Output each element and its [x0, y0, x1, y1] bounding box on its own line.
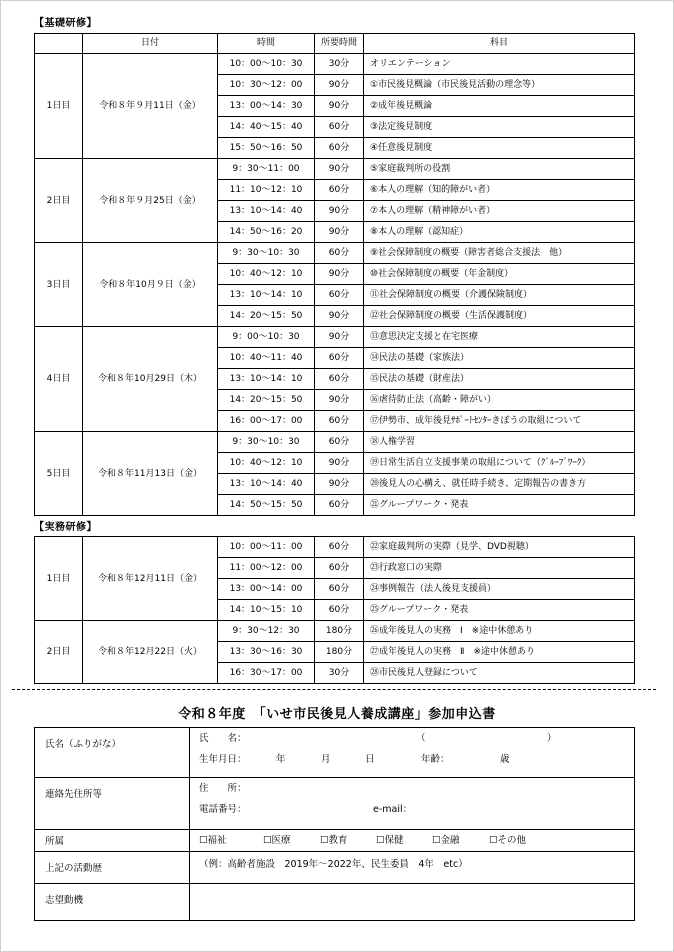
table-row — [35, 432, 635, 453]
time-cell: 9：30～11：00 — [218, 159, 315, 180]
table-row — [35, 327, 635, 348]
date-cell: 令和８年12月22日（火） — [83, 621, 218, 684]
duration-cell: 90分 — [315, 327, 364, 348]
affiliation-cell — [190, 830, 635, 852]
subject-cell: ②成年後見概論 — [364, 96, 635, 117]
duration-cell: 30分 — [315, 663, 364, 684]
day-number-cell: 2日目 — [35, 621, 83, 684]
email-label: e-mail： — [373, 804, 413, 815]
time-cell: 11：10～12：10 — [218, 180, 315, 201]
subject-cell: ⑪社会保障制度の概要（介護保険制度） — [364, 285, 635, 306]
subject-cell: ①市民後見概論（市民後見活動の理念等） — [364, 75, 635, 96]
birth-line[interactable] — [190, 749, 634, 770]
application-form — [34, 727, 635, 921]
duration-cell: 60分 — [315, 495, 364, 516]
cut-line — [12, 689, 656, 690]
time-cell: 14：50～15：50 — [218, 495, 315, 516]
subject-cell: ③法定後見制度 — [364, 117, 635, 138]
subject-cell: ⑤家庭裁判所の役割 — [364, 159, 635, 180]
subject-cell: ⑭民法の基礎（家族法） — [364, 348, 635, 369]
form-row-activity — [35, 852, 635, 884]
subject-cell: ⑮民法の基礎（財産法） — [364, 369, 635, 390]
affiliation-option[interactable] — [320, 830, 348, 851]
header-date: 日付 — [83, 34, 218, 54]
affiliation-option[interactable] — [263, 830, 291, 851]
subject-cell: ④任意後見制度 — [364, 138, 635, 159]
age-unit: 歳 — [500, 754, 510, 765]
form-row-motive — [35, 884, 635, 921]
table-header-row — [35, 34, 635, 54]
affiliation-label: 所属 — [35, 830, 190, 852]
duration-cell: 60分 — [315, 285, 364, 306]
time-cell: 10：40～12：10 — [218, 264, 315, 285]
time-cell: 13：00～14：00 — [218, 579, 315, 600]
subject-cell: オリエンテーション — [364, 54, 635, 75]
furigana-open-paren: （ — [416, 733, 426, 744]
time-cell: 10：00～10：30 — [218, 54, 315, 75]
year-unit: 年 — [276, 754, 286, 765]
time-cell: 11：00～12：00 — [218, 558, 315, 579]
practical-schedule-table — [34, 536, 635, 684]
duration-cell: 90分 — [315, 453, 364, 474]
name-label: 氏名（ふりがな） — [35, 728, 190, 778]
header-time: 時間 — [218, 34, 315, 54]
duration-cell: 90分 — [315, 306, 364, 327]
time-cell: 10：00～11：00 — [218, 537, 315, 558]
day-number-cell: 4日目 — [35, 327, 83, 432]
table-row — [35, 54, 635, 75]
subject-cell: ⑱人権学習 — [364, 432, 635, 453]
form-title: 令和８年度 「いせ市民後見人養成講座」参加申込書 — [178, 707, 496, 722]
duration-cell: 60分 — [315, 180, 364, 201]
date-cell: 令和８年11月13日（金） — [83, 432, 218, 516]
subject-cell: ⑦本人の理解（精神障がい者） — [364, 201, 635, 222]
duration-cell: 90分 — [315, 96, 364, 117]
date-cell: 令和８年10月９日（金） — [83, 243, 218, 327]
duration-cell: 60分 — [315, 579, 364, 600]
contact-label: 連絡先住所等 — [35, 778, 190, 830]
time-cell: 16：30～17：00 — [218, 663, 315, 684]
affiliation-option-label: 金融 — [440, 835, 460, 846]
affiliation-option-label: その他 — [497, 835, 527, 846]
time-cell: 13：10～14：40 — [218, 474, 315, 495]
duration-cell: 60分 — [315, 432, 364, 453]
time-cell: 15：50～16：50 — [218, 138, 315, 159]
table-row — [35, 537, 635, 558]
duration-cell: 180分 — [315, 642, 364, 663]
duration-cell: 60分 — [315, 411, 364, 432]
subject-cell: ㉘市民後見人登録について — [364, 663, 635, 684]
subject-cell: ⑫社会保障制度の概要（生活保護制度） — [364, 306, 635, 327]
date-cell: 令和８年10月29日（木） — [83, 327, 218, 432]
time-cell: 9：30～10：30 — [218, 432, 315, 453]
duration-cell: 60分 — [315, 600, 364, 621]
affiliation-option[interactable] — [376, 830, 404, 851]
activity-label: 上記の活動歴 — [35, 852, 190, 884]
date-cell: 令和８年９月25日（金） — [83, 159, 218, 243]
duration-cell: 60分 — [315, 243, 364, 264]
table-row — [35, 621, 635, 642]
address-label: 住 所： — [199, 783, 247, 794]
day-number-cell: 3日目 — [35, 243, 83, 327]
duration-cell: 90分 — [315, 474, 364, 495]
name-line[interactable] — [190, 728, 634, 749]
duration-cell: 90分 — [315, 390, 364, 411]
date-cell: 令和８年９月11日（金） — [83, 54, 218, 159]
subject-cell: ⑰伊勢市、成年後見ｻﾎﾟｰﾄｾﾝﾀｰきぼうの取組について — [364, 411, 635, 432]
address-line[interactable] — [190, 778, 634, 799]
subject-cell: ㉕グループワーク・発表 — [364, 600, 635, 621]
activity-example: （例：高齢者施設 2019年～2022年、民生委員 4年 etc） — [199, 859, 468, 870]
form-row-affiliation — [35, 830, 635, 852]
checkbox-icon[interactable]: ☐ — [489, 835, 498, 846]
time-cell: 14：20～15：50 — [218, 390, 315, 411]
phone-label: 電話番号： — [199, 804, 247, 815]
time-cell: 13：10～14：10 — [218, 285, 315, 306]
checkbox-icon[interactable]: ☐ — [263, 835, 272, 846]
motive-label: 志望動機 — [35, 884, 190, 921]
time-cell: 13：30～16：30 — [218, 642, 315, 663]
activity-cell[interactable] — [190, 852, 635, 884]
affiliation-option-label: 医療 — [271, 835, 291, 846]
subject-cell: ⑯虐待防止法（高齢・障がい） — [364, 390, 635, 411]
table-row — [35, 243, 635, 264]
duration-cell: 90分 — [315, 264, 364, 285]
duration-cell: 60分 — [315, 369, 364, 390]
name-cell — [190, 728, 635, 778]
day-number-cell: 2日目 — [35, 159, 83, 243]
contact-cell — [190, 778, 635, 830]
form-row-name — [35, 728, 635, 778]
duration-cell: 180分 — [315, 621, 364, 642]
duration-cell: 30分 — [315, 54, 364, 75]
day-number-cell: 5日目 — [35, 432, 83, 516]
time-cell: 10：40～11：40 — [218, 348, 315, 369]
time-cell: 13：10～14：40 — [218, 201, 315, 222]
affiliation-option-label: 教育 — [328, 835, 348, 846]
time-cell: 9：30～12：30 — [218, 621, 315, 642]
subject-cell: ⑥本人の理解（知的障がい者） — [364, 180, 635, 201]
affiliation-option[interactable] — [489, 830, 526, 851]
duration-cell: 90分 — [315, 159, 364, 180]
subject-cell: ⑧本人の理解（認知症） — [364, 222, 635, 243]
subject-cell: ㉓行政窓口の実際 — [364, 558, 635, 579]
subject-cell: ㉔事例報告（法人後見支援員） — [364, 579, 635, 600]
name-field-label: 氏 名： — [199, 733, 247, 744]
day-number-cell: 1日目 — [35, 537, 83, 621]
header-subject: 科目 — [364, 34, 635, 54]
subject-cell: ⑩社会保障制度の概要（年金制度） — [364, 264, 635, 285]
affiliation-option-label: 保健 — [384, 835, 404, 846]
duration-cell: 60分 — [315, 138, 364, 159]
time-cell: 16：00～17：00 — [218, 411, 315, 432]
duration-cell: 90分 — [315, 222, 364, 243]
form-row-contact — [35, 778, 635, 830]
time-cell: 9：00～10：30 — [218, 327, 315, 348]
checkbox-icon[interactable]: ☐ — [376, 835, 385, 846]
checkbox-icon[interactable]: ☐ — [320, 835, 329, 846]
duration-cell: 90分 — [315, 201, 364, 222]
age-label: 年齢： — [421, 754, 450, 765]
subject-cell: ㉒家庭裁判所の実際（見学、DVD視聴） — [364, 537, 635, 558]
time-cell: 10：40～12：10 — [218, 453, 315, 474]
subject-cell: ㉑グループワーク・発表 — [364, 495, 635, 516]
affiliation-option[interactable] — [199, 830, 227, 851]
duration-cell: 60分 — [315, 348, 364, 369]
subject-cell: ⑬意思決定支援と在宅医療 — [364, 327, 635, 348]
time-cell: 10：30～12：00 — [218, 75, 315, 96]
duration-cell: 60分 — [315, 558, 364, 579]
day-number-cell: 1日目 — [35, 54, 83, 159]
time-cell: 14：40～15：40 — [218, 117, 315, 138]
practical-section-title: 【実務研修】 — [34, 522, 97, 533]
table-row — [35, 159, 635, 180]
time-cell: 13：00～14：30 — [218, 96, 315, 117]
subject-cell: ㉗成年後見人の実務 Ⅱ ※途中休憩あり — [364, 642, 635, 663]
furigana-close-paren: ） — [547, 733, 557, 744]
duration-cell: 90分 — [315, 75, 364, 96]
phone-line[interactable] — [190, 799, 634, 820]
month-unit: 月 — [321, 754, 331, 765]
header-duration: 所要時間 — [315, 34, 364, 54]
duration-cell: 60分 — [315, 117, 364, 138]
birth-label: 生年月日： — [199, 754, 247, 765]
affiliation-option[interactable] — [432, 830, 460, 851]
checkbox-icon[interactable]: ☐ — [199, 835, 208, 846]
date-cell: 令和８年12月11日（金） — [83, 537, 218, 621]
basic-section-title: 【基礎研修】 — [34, 18, 97, 29]
subject-cell: ⑲日常生活自立支援事業の取組について（ｸﾞﾙｰﾌﾟﾜｰｸ） — [364, 453, 635, 474]
time-cell: 14：10～15：10 — [218, 600, 315, 621]
affiliation-option-label: 福祉 — [207, 835, 227, 846]
time-cell: 9：30～10：30 — [218, 243, 315, 264]
time-cell: 14：20～15：50 — [218, 306, 315, 327]
affiliation-options — [190, 830, 634, 851]
header-blank — [35, 34, 83, 54]
duration-cell: 60分 — [315, 537, 364, 558]
time-cell: 13：10～14：10 — [218, 369, 315, 390]
checkbox-icon[interactable]: ☐ — [432, 835, 441, 846]
subject-cell: ⑨社会保障制度の概要（障害者総合支援法 他） — [364, 243, 635, 264]
subject-cell: ⑳後見人の心構え、就任時手続き、定期報告の書き方 — [364, 474, 635, 495]
subject-cell: ㉖成年後見人の実務 Ⅰ ※途中休憩あり — [364, 621, 635, 642]
motive-cell[interactable] — [190, 884, 635, 921]
time-cell: 14：50～16：20 — [218, 222, 315, 243]
day-unit: 日 — [365, 754, 375, 765]
basic-schedule-table — [34, 33, 635, 516]
